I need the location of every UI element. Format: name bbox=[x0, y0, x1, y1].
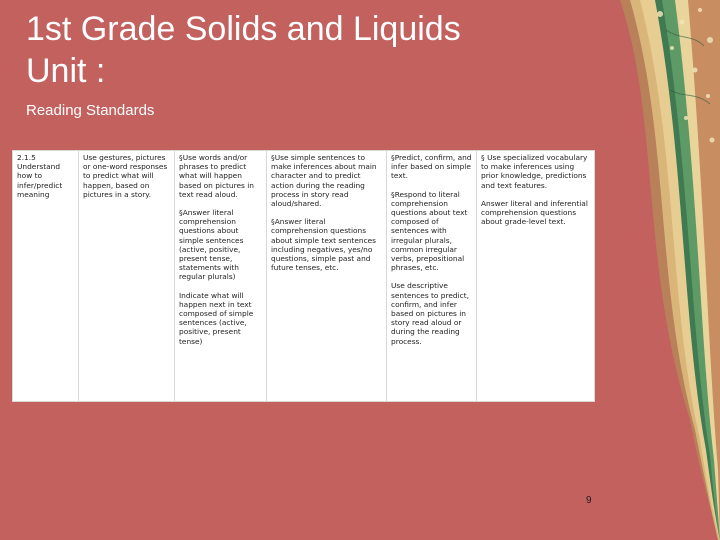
level-1-cell bbox=[79, 151, 175, 402]
level-3-item-1-text: Use simple sentences to make inferences about main character and to predict action during the reading process in story read aloud/shared. bbox=[271, 153, 377, 209]
level-5-cell bbox=[477, 151, 595, 402]
level-5-item-2: Answer literal and inferential comprehension questions about grade-level text. bbox=[481, 198, 588, 227]
level-5-item-1-text: Use specialized vocabulary to make inferences using prior knowledge, predictions and text features. bbox=[481, 153, 588, 190]
level-2-item-2 bbox=[179, 208, 262, 282]
level-4-item-1 bbox=[391, 153, 472, 181]
standard-description-line: meaning bbox=[17, 189, 50, 199]
level-3-item-2 bbox=[271, 217, 382, 272]
level-2-cell bbox=[175, 151, 267, 402]
slide-title bbox=[26, 8, 586, 92]
reading-standards-table bbox=[12, 150, 595, 402]
bullet-icon: § bbox=[271, 153, 275, 162]
bullet-icon: § bbox=[179, 208, 183, 218]
bullet-icon: § bbox=[391, 189, 395, 199]
page-number: 9 bbox=[586, 495, 592, 506]
level-3-item-2-text: Answer literal comprehension questions about simple text sentences including negatives, yes/no questions, simple past and future tenses, etc. bbox=[271, 217, 377, 273]
slide-title-line-1: 1st Grade Solids and Liquids bbox=[26, 10, 461, 48]
slide-subtitle: Reading Standards bbox=[26, 102, 155, 119]
level-4-item-2-text: Respond to literal comprehension questions about text composed of sentences with irregular plurals, common irregular verbs, prepositional phrases, etc. bbox=[391, 189, 468, 273]
standard-description-line: how to bbox=[17, 171, 43, 181]
standard-code: 2.1.5 bbox=[17, 153, 36, 162]
bullet-icon: § bbox=[271, 217, 275, 227]
level-3-cell bbox=[267, 151, 387, 402]
level-2-item-3: Indicate what will happen next in text composed of simple sentences (active, positive, present tense) bbox=[179, 290, 254, 346]
level-4-item-2 bbox=[391, 190, 472, 273]
level-2-item-1-text: Use words and/or phrases to predict what will happen based on pictures in text read aloud. bbox=[179, 153, 254, 199]
standard-description-line: Understand bbox=[17, 162, 61, 172]
table-row bbox=[13, 151, 595, 402]
level-2-item-1 bbox=[179, 153, 262, 199]
level-4-item-1-text: Predict, confirm, and infer based on simple text. bbox=[391, 153, 472, 181]
decorative-ribbon-graphic bbox=[600, 0, 720, 540]
level-3-item-1 bbox=[271, 153, 382, 208]
level-4-item-3: Use descriptive sentences to predict, confirm, and infer based on pictures in story read aloud or during the reading process. bbox=[391, 281, 469, 346]
bullet-icon: § bbox=[391, 153, 395, 162]
standard-description-line: infer/predict bbox=[17, 180, 63, 190]
level-2-item-2-text: Answer literal comprehension questions about simple sentences (active, positive, present tense, statements with regular plurals) bbox=[179, 208, 244, 282]
slide-title-line-2: Unit : bbox=[26, 52, 106, 90]
level-1-text: Use gestures, pictures or one-word responses to predict what will happen, based on pictures in a story. bbox=[83, 153, 168, 199]
level-5-item-1 bbox=[481, 153, 590, 190]
standard-code-cell bbox=[13, 151, 79, 402]
bullet-icon: § bbox=[179, 153, 183, 162]
level-4-cell bbox=[387, 151, 477, 402]
bullet-icon: § bbox=[481, 153, 485, 162]
